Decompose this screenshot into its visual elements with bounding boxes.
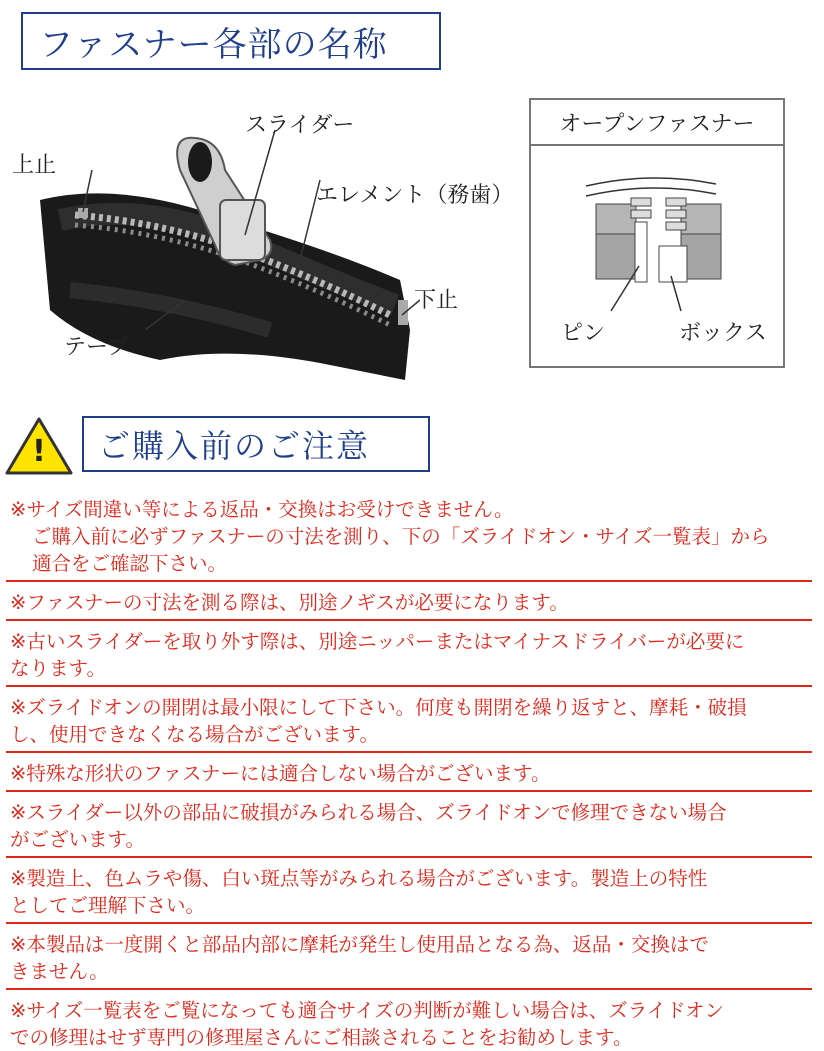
- notice-separator: [6, 790, 812, 792]
- notice-line: ※スライダー以外の部品に破損がみられる場合、ズライドオンで修理できない場合: [10, 801, 727, 824]
- warning-triangle-icon: [4, 416, 74, 476]
- notice-line: ※製造上、色ムラや傷、白い斑点等がみられる場合がございます。製造上の特性: [10, 867, 708, 890]
- notice-line: なります。: [10, 657, 106, 680]
- notice-item: [6, 799, 818, 853]
- notice-separator: [6, 751, 812, 753]
- notice-item: [6, 496, 818, 577]
- notice-line: ※本製品は一度開くと部品内部に摩耗が発生し使用品となる為、返品・交換はで: [10, 933, 709, 956]
- notice-separator: [6, 685, 812, 687]
- notice-item: [6, 997, 818, 1051]
- notice-line: がございます。: [10, 828, 145, 851]
- notice-line: ※サイズ一覧表をご覧になっても適合サイズの判断が難しい場合は、ズライドオン: [10, 999, 725, 1022]
- notice-line: ※サイズ間違い等による返品・交換はお受けできません。: [10, 498, 514, 521]
- notice-line: ※ファスナーの寸法を測る際は、別途ノギスが必要になります。: [10, 591, 569, 614]
- warning-title: ご購入前のご注意: [82, 416, 430, 472]
- box-part: [659, 246, 687, 282]
- notice-item: [6, 931, 818, 985]
- label-top-stop: 上止: [12, 153, 57, 178]
- notice-separator: [6, 856, 812, 858]
- notice-line: 適合をご確認下さい。: [32, 552, 228, 575]
- open-zipper-panel: [529, 98, 785, 368]
- notice-line: ※特殊な形状のファスナーには適合しない場合がございます。: [10, 762, 551, 785]
- notice-line: ※古いスライダーを取り外す際は、別途ニッパーまたはマイナスドライバーが必要に: [10, 630, 745, 653]
- notice-item: [6, 694, 818, 748]
- notice-separator: [6, 619, 812, 621]
- notice-line: し、使用できなくなる場合がございます。: [10, 723, 379, 746]
- warning-mark: !: [32, 434, 46, 469]
- label-pin: ピン: [561, 321, 606, 346]
- notice-item: [6, 760, 818, 787]
- notice-line: ご購入前に必ずファスナーの寸法を測り、下の「ズライドオン・サイズ一覧表」から: [32, 525, 770, 548]
- notice-line: での修理はせず専門の修理屋さんにご相談されることをお勧めします。: [10, 1026, 633, 1049]
- label-slider: スライダー: [245, 113, 355, 138]
- label-bottom-stop: 下止: [414, 288, 459, 313]
- label-box: ボックス: [679, 321, 767, 346]
- notice-item: [6, 865, 818, 919]
- notice-item: [6, 628, 818, 682]
- notice-line: ※ズライドオンの開閉は最小限にして下さい。何度も開閉を繰り返すと、摩耗・破損: [10, 696, 747, 719]
- notice-line: きません。: [10, 960, 109, 983]
- pin-part: [635, 222, 647, 282]
- label-element: エレメント（務歯）: [316, 183, 514, 208]
- bottom-stop-part: [398, 300, 408, 325]
- open-zipper-title: オープンファスナー: [531, 100, 783, 146]
- notice-separator: [6, 922, 812, 924]
- notice-separator: [6, 580, 812, 582]
- section-title: ファスナー各部の名称: [21, 12, 441, 70]
- label-tape: テープ: [64, 335, 129, 360]
- notice-separator: [6, 988, 812, 990]
- notice-line: としてご理解下さい。: [10, 894, 206, 917]
- notice-item: [6, 589, 818, 616]
